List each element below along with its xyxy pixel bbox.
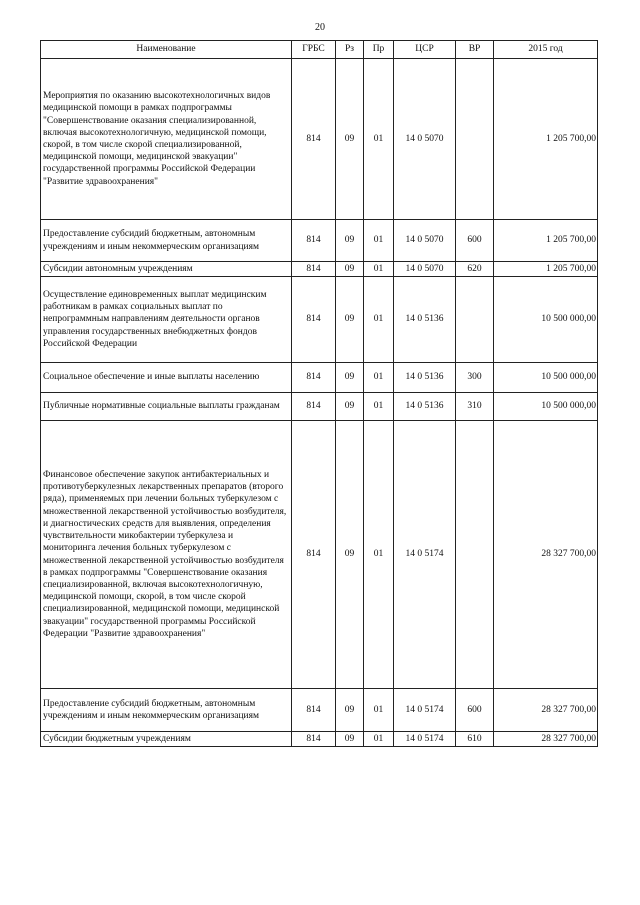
header-rz: Рз: [336, 41, 364, 59]
header-grbs: ГРБС: [292, 41, 336, 59]
table-row: [41, 59, 598, 220]
row-name: Субсидии автономным учреждениям: [41, 262, 292, 277]
row-grbs: 814: [292, 421, 336, 689]
table-row: [41, 689, 598, 732]
row-rz: 09: [336, 393, 364, 421]
row-vr: [456, 277, 494, 363]
row-rz: 09: [336, 689, 364, 732]
row-amount: 28 327 700,00: [494, 732, 598, 747]
table-row: [41, 732, 598, 747]
row-pr: 01: [364, 393, 394, 421]
row-grbs: 814: [292, 732, 336, 747]
row-csr: 14 0 5136: [394, 393, 456, 421]
row-rz: 09: [336, 421, 364, 689]
row-pr: 01: [364, 59, 394, 220]
row-name: Публичные нормативные социальные выплаты гражданам: [41, 393, 292, 421]
row-rz: 09: [336, 277, 364, 363]
row-name: Предоставление субсидий бюджетным, автономным учреждениям и иным некоммерческим организациям: [41, 689, 292, 732]
row-grbs: 814: [292, 59, 336, 220]
row-pr: 01: [364, 220, 394, 262]
table-row: [41, 220, 598, 262]
row-amount: 10 500 000,00: [494, 363, 598, 393]
row-csr: 14 0 5070: [394, 59, 456, 220]
table-row: [41, 363, 598, 393]
row-pr: 01: [364, 262, 394, 277]
row-pr: 01: [364, 277, 394, 363]
row-grbs: 814: [292, 220, 336, 262]
row-amount: 28 327 700,00: [494, 689, 598, 732]
row-vr: [456, 421, 494, 689]
row-rz: 09: [336, 220, 364, 262]
row-amount: 28 327 700,00: [494, 421, 598, 689]
row-name: Осуществление единовременных выплат медицинским работникам в рамках социальных выплат по непрограммным направлениям деятельности органов управления государственных внебюджетных фондов Российской Федерации: [41, 277, 292, 363]
row-rz: 09: [336, 732, 364, 747]
row-grbs: 814: [292, 363, 336, 393]
row-name: Социальное обеспечение и иные выплаты населению: [41, 363, 292, 393]
row-rz: 09: [336, 59, 364, 220]
row-name: Предоставление субсидий бюджетным, автономным учреждениям и иным некоммерческим организациям: [41, 220, 292, 262]
header-vr: ВР: [456, 41, 494, 59]
row-name: Мероприятия по оказанию высокотехнологичных видов медицинской помощи в рамках подпрограммы "Совершенствование оказания специализированной, включая высокотехнологичную, медицинской помощи, скорой, в том числе скорой специализированной, медицинской помощи, медицинской эвакуации" государственной программы Российской Федерации "Развитие здравоохранения": [41, 59, 292, 220]
page-number: 20: [315, 22, 325, 33]
row-name: Финансовое обеспечение закупок антибактериальных и противотуберкулезных лекарственных препаратов (второго ряда), применяемых при лечении больных туберкулезом с множественной лекарственной устойчивостью возбудителя, и диагностических средств для выявления, определения чувствительности микобактерии туберкулеза и мониторинга лечения больных туберкулезом с множественной лекарственной устойчивостью возбудителя в рамках подпрограммы "Совершенствование оказания специализированной, включая высокотехнологичную, медицинской помощи, скорой, в том числе скорой специализированной, медицинской помощи, медицинской эвакуации" государственной программы Российской Федерации "Развитие здравоохранения": [41, 421, 292, 689]
row-csr: 14 0 5070: [394, 220, 456, 262]
row-amount: 1 205 700,00: [494, 59, 598, 220]
row-csr: 14 0 5174: [394, 732, 456, 747]
row-grbs: 814: [292, 262, 336, 277]
row-vr: 310: [456, 393, 494, 421]
row-pr: 01: [364, 689, 394, 732]
row-amount: 1 205 700,00: [494, 220, 598, 262]
table-row: [41, 393, 598, 421]
row-vr: [456, 59, 494, 220]
row-csr: 14 0 5174: [394, 689, 456, 732]
row-vr: 600: [456, 689, 494, 732]
header-pr: Пр: [364, 41, 394, 59]
header-csr: ЦСР: [394, 41, 456, 59]
row-vr: 620: [456, 262, 494, 277]
row-grbs: 814: [292, 277, 336, 363]
row-grbs: 814: [292, 393, 336, 421]
row-name: Субсидии бюджетным учреждениям: [41, 732, 292, 747]
header-amount: 2015 год: [494, 41, 598, 59]
row-grbs: 814: [292, 689, 336, 732]
table-row: [41, 277, 598, 363]
row-csr: 14 0 5174: [394, 421, 456, 689]
row-rz: 09: [336, 363, 364, 393]
row-csr: 14 0 5136: [394, 363, 456, 393]
table-row: [41, 262, 598, 277]
row-vr: 610: [456, 732, 494, 747]
row-vr: 300: [456, 363, 494, 393]
header-name: Наименование: [41, 41, 292, 59]
row-pr: 01: [364, 363, 394, 393]
row-csr: 14 0 5070: [394, 262, 456, 277]
row-pr: 01: [364, 732, 394, 747]
row-pr: 01: [364, 421, 394, 689]
row-amount: 1 205 700,00: [494, 262, 598, 277]
table-row: [41, 421, 598, 689]
row-vr: 600: [456, 220, 494, 262]
budget-table: [40, 40, 598, 747]
row-amount: 10 500 000,00: [494, 393, 598, 421]
row-csr: 14 0 5136: [394, 277, 456, 363]
row-amount: 10 500 000,00: [494, 277, 598, 363]
row-rz: 09: [336, 262, 364, 277]
table-header-row: [41, 41, 598, 59]
